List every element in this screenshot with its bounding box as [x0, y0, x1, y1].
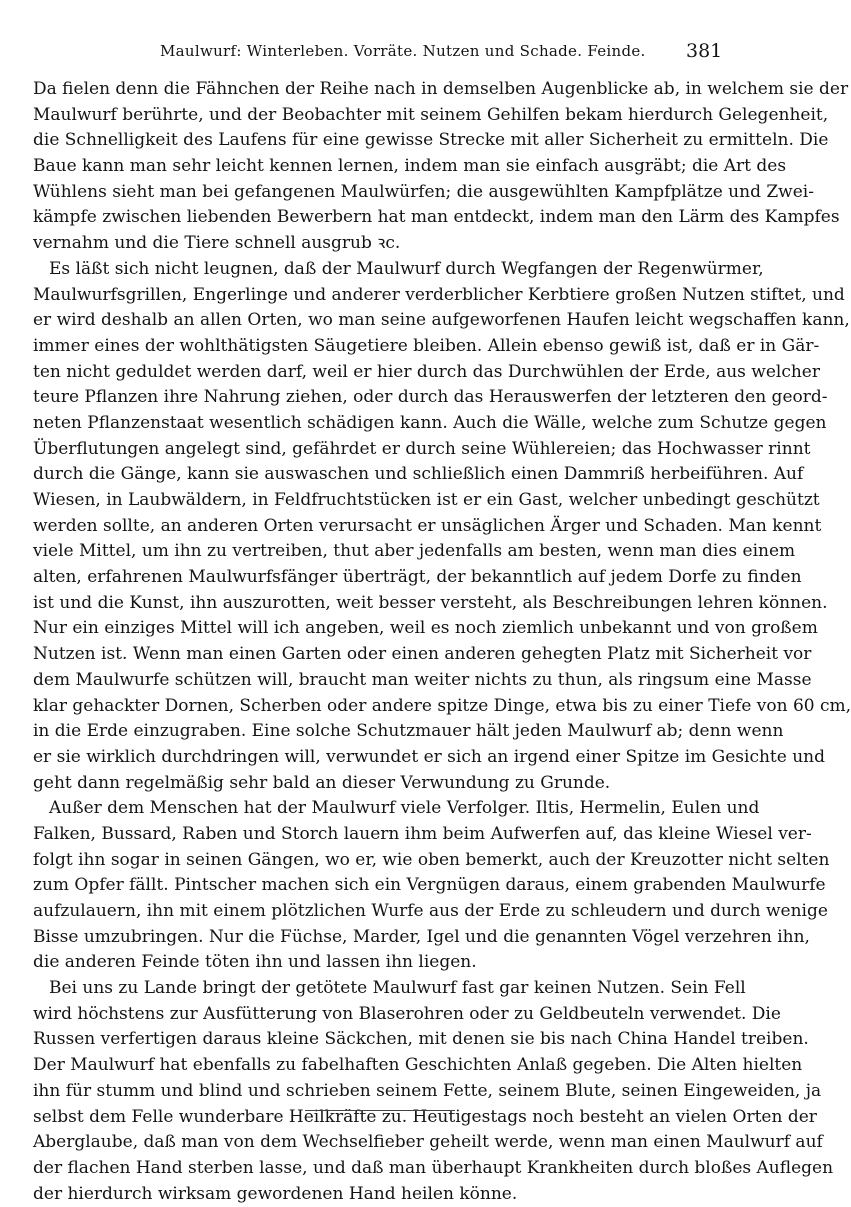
text-line: alten, erfahrenen Maulwurfsfänger überträgt, der bekanntlich auf jedem Dorfe zu finden [33, 567, 802, 588]
text-line: immer eines der wohlthätigsten Säugetiere bleiben. Allein ebenso gewiß ist, daß er in Gär- [33, 335, 820, 356]
text-line: dem Maulwurfe schützen will, braucht man weiter nichts zu thun, als ringsum eine Masse [33, 669, 812, 690]
text-line: Wühlens sieht man bei gefangenen Maulwürfen; die ausgewühlten Kampfplätze und Zwei- [33, 181, 814, 202]
text-line: Bisse umzubringen. Nur die Füchse, Marder, Igel und die genannten Vögel verzehren ihn, [33, 926, 810, 947]
text-line: Außer dem Menschen hat der Maulwurf viele Verfolger. Iltis, Hermelin, Eulen und [49, 798, 760, 819]
running-title: Maulwurf: Winterleben. Vorräte. Nutzen und Schade. Feinde. [160, 42, 646, 60]
text-line: neten Pflanzenstaat wesentlich schädigen kann. Auch die Wälle, welche zum Schutze gegen [33, 412, 827, 433]
text-line: geht dann regelmäßig sehr bald an dieser Verwundung zu Grunde. [33, 772, 611, 793]
text-line: Es läßt sich nicht leugnen, daß der Maulwurf durch Wegfangen der Regenwürmer, [49, 258, 764, 279]
text-line: ist und die Kunst, ihn auszurotten, weit besser versteht, als Beschreibungen lehren können. [33, 592, 828, 613]
text-line: werden sollte, an anderen Orten verursacht er unsäglichen Ärger und Schaden. Man kennt [33, 515, 822, 536]
text-line: aufzulauern, ihn mit einem plötzlichen Wurfe aus der Erde zu schleudern und durch wenige [33, 901, 828, 921]
text-line: die Schnelligkeit des Laufens für eine gewisse Strecke mit aller Sicherheit zu ermitteln. Die [33, 130, 829, 151]
text-line: vernahm und die Tiere schnell ausgrub ꝛc. [33, 233, 401, 254]
text-line: Maulwurf berührte, und der Beobachter mit seinem Gehilfen bekam hierdurch Gelegenheit, [33, 104, 829, 125]
text-line: der hierdurch wirksam gewordenen Hand heilen könne. [33, 1183, 518, 1204]
text-line: ten nicht geduldet werden darf, weil er hier durch das Durchwühlen der Erde, aus welcher [33, 361, 820, 382]
text-line: Baue kann man sehr leicht kennen lernen, indem man sie einfach ausgräbt; die Art des [33, 156, 787, 177]
text-line: Bei uns zu Lande bringt der getötete Maulwurf fast gar keinen Nutzen. Sein Fell [49, 978, 746, 999]
text-line: Aberglaube, daß man von dem Wechselfieber geheilt werde, wenn man einen Maulwurf auf [33, 1132, 823, 1153]
page-number: 381 [686, 40, 723, 62]
text-line: Russen verfertigen daraus kleine Säckchen, mit denen sie bis nach China Handel treiben. [33, 1029, 809, 1050]
closing-rule [305, 1110, 455, 1111]
text-line: Wiesen, in Laubwäldern, in Feldfruchtstücken ist er ein Gast, welcher unbedingt geschützt [33, 490, 820, 510]
text-line: teure Pflanzen ihre Nahrung ziehen, oder durch das Herauswerfen der letzteren den geord- [33, 387, 828, 408]
text-line: Da fielen denn die Fähnchen der Reihe nach in demselben Augenblicke ab, in welchem sie der [33, 79, 849, 99]
text-line: die anderen Feinde töten ihn und lassen ihn liegen. [33, 952, 477, 973]
text-line: Nutzen ist. Wenn man einen Garten oder einen anderen gehegten Platz mit Sicherheit vor [33, 644, 812, 665]
text-line: er sie wirklich durchdringen will, verwundet er sich an irgend einer Spitze im Gesichte und [33, 746, 826, 767]
text-line: Maulwurfsgrillen, Engerlinge und anderer verderblicher Kerbtiere großen Nutzen stiftet, und [33, 284, 845, 305]
text-line: ihn für stumm und blind und schrieben seinem Fette, seinem Blute, seinen Eingeweiden, ja [33, 1080, 822, 1101]
text-line: Überflutungen angelegt sind, gefährdet er durch seine Wühlereien; das Hochwasser rinnt [33, 438, 811, 459]
text-line: in die Erde einzugraben. Eine solche Schutzmauer hält jeden Maulwurf ab; denn wenn [33, 721, 784, 742]
text-line: kämpfe zwischen liebenden Bewerbern hat man entdeckt, indem man den Lärm des Kampfes [33, 207, 840, 228]
body-text [33, 77, 851, 1207]
text-line: der flachen Hand sterben lasse, und daß man überhaupt Krankheiten durch bloßes Auflegen [33, 1157, 834, 1178]
text-line: viele Mittel, um ihn zu vertreiben, thut aber jedenfalls am besten, wenn man dies einem [33, 541, 796, 562]
text-line: Falken, Bussard, Raben und Storch lauern ihm beim Aufwerfen auf, das kleine Wiesel ver- [33, 823, 812, 844]
text-line: selbst dem Felle wunderbare Heilkräfte zu. Heutigestags noch besteht an vielen Orten der [33, 1106, 817, 1127]
text-line: Nur ein einziges Mittel will ich angeben, weil es noch ziemlich unbekannt und von großem [33, 618, 818, 639]
text-line: klar gehackter Dornen, Scherben oder andere spitze Dinge, etwa bis zu einer Tiefe von 60 cm, [33, 695, 851, 716]
text-line: folgt ihn sogar in seinen Gängen, wo er, wie oben bemerkt, auch der Kreuzotter nicht selten [33, 849, 830, 870]
text-line: zum Opfer fällt. Pintscher machen sich ein Vergnügen daraus, einem grabenden Maulwurfe [33, 875, 826, 896]
text-line: wird höchstens zur Ausfütterung von Blaserohren oder zu Geldbeuteln verwendet. Die [33, 1003, 781, 1024]
text-line: er wird deshalb an allen Orten, wo man seine aufgeworfenen Haufen leicht wegschaffen kann, [33, 310, 850, 331]
text-line: Der Maulwurf hat ebenfalls zu fabelhaften Geschichten Anlaß gegeben. Die Alten hielten [33, 1055, 803, 1076]
text-line: durch die Gänge, kann sie auswaschen und schließlich einen Dammriß herbeiführen. Auf [33, 464, 804, 485]
